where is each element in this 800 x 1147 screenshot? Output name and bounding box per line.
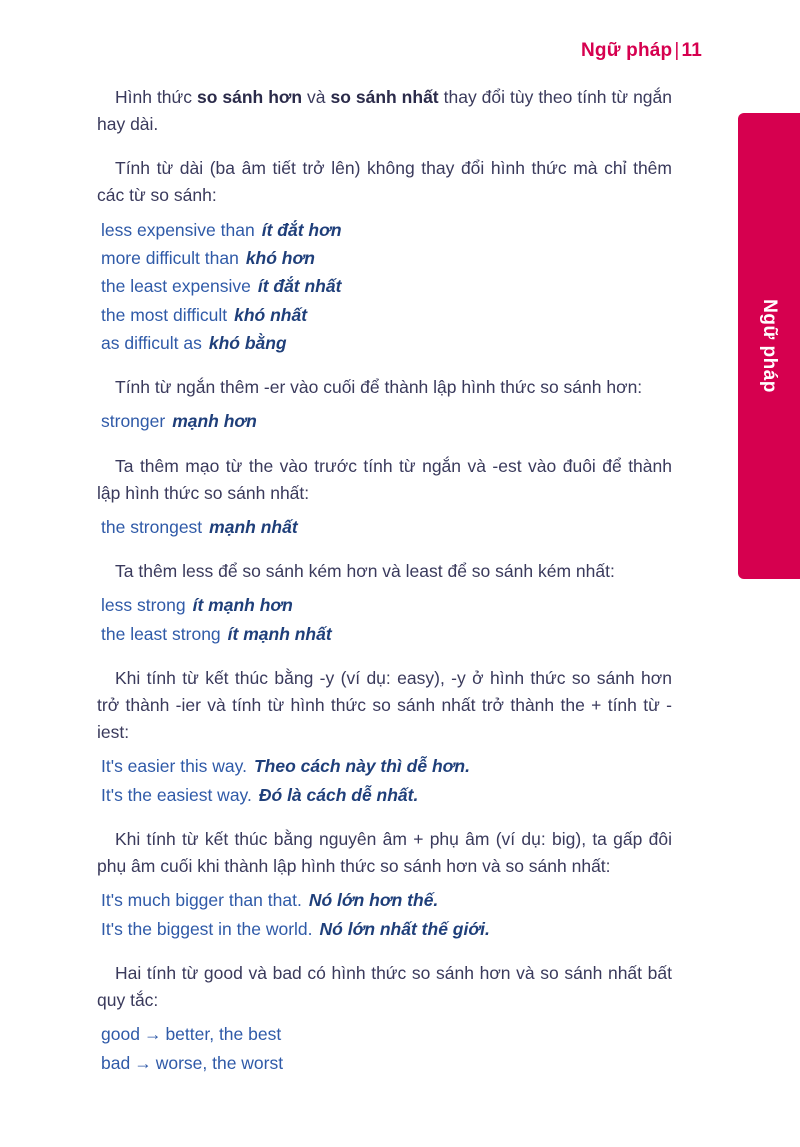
example-line [101, 407, 672, 435]
example-vietnamese: ít đắt nhất [257, 276, 342, 297]
header-separator: | [674, 40, 680, 61]
example-english: the least strong [101, 623, 221, 644]
page-header [581, 40, 702, 62]
example-english: more difficult than [101, 247, 239, 268]
example-vietnamese: Đó là cách dễ nhất. [258, 784, 419, 805]
example-english: It's easier this way. [101, 756, 247, 777]
example-english: It's much bigger than that. [101, 890, 302, 911]
header-chapter-title: Ngữ pháp [581, 40, 673, 61]
irregular-base: good [101, 1024, 140, 1045]
example-group-6 [101, 886, 672, 943]
example-line [101, 1049, 672, 1077]
example-vietnamese: ít đắt hơn [261, 219, 342, 240]
paragraph-1: Hình thức so sánh hơn và so sánh nhất thay đổi tùy theo tính từ ngắn hay dài. [97, 87, 673, 135]
example-english: less strong [101, 595, 186, 616]
irregular-forms: worse, the worst [155, 1052, 284, 1073]
irregular-forms: better, the best [165, 1024, 282, 1045]
example-line [101, 301, 672, 329]
term-so-sanh-hon: so sánh hơn [196, 87, 303, 107]
example-line [101, 915, 672, 943]
example-english: the least expensive [101, 276, 251, 297]
example-english: stronger [101, 411, 166, 432]
example-group-1 [101, 216, 672, 358]
example-english: It's the biggest in the world. [101, 918, 313, 939]
side-tab [738, 113, 800, 579]
arrow-icon: → [143, 1024, 162, 1045]
example-line [101, 781, 672, 809]
example-vietnamese: khó nhất [234, 304, 308, 325]
example-group-7 [101, 1020, 672, 1077]
example-line [101, 244, 672, 272]
example-vietnamese: Nó lớn hơn thế. [308, 890, 439, 911]
example-group-4 [101, 591, 672, 648]
side-tab-label: Ngữ pháp [759, 299, 780, 393]
example-vietnamese: ít mạnh nhất [227, 623, 332, 644]
example-vietnamese: khó bằng [208, 332, 287, 353]
paragraph-4: Ta thêm mạo từ the vào trước tính từ ngắn và -est vào đuôi để thành lập hình thức so sánh nhất: [97, 455, 672, 503]
example-line [101, 513, 672, 541]
content-column [97, 84, 672, 1077]
paragraph-3: Tính từ ngắn thêm -er vào cuối để thành lập hình thức so sánh hơn: [115, 377, 643, 398]
example-vietnamese: Nó lớn nhất thế giới. [319, 918, 490, 939]
arrow-icon: → [134, 1052, 152, 1073]
example-line [101, 329, 672, 357]
example-vietnamese: khó hơn [245, 247, 315, 268]
example-english: less expensive than [101, 219, 255, 240]
example-english: as difficult as [101, 332, 202, 353]
term-so-sanh-nhat: so sánh nhất [330, 87, 439, 107]
example-vietnamese: mạnh nhất [209, 516, 298, 537]
paragraph-2: Tính từ dài (ba âm tiết trở lên) không thay đổi hình thức mà chỉ thêm các từ so sánh: [97, 158, 672, 206]
example-line [101, 216, 672, 244]
example-group-5 [101, 752, 672, 809]
paragraph-6: Khi tính từ kết thúc bằng -y (ví dụ: easy), -y ở hình thức so sánh hơn trở thành -ier và tính từ hình thức so sánh nhất trở thành the + tính từ -iest: [97, 668, 672, 743]
example-line [101, 886, 672, 914]
irregular-base: bad [101, 1052, 131, 1073]
paragraph-7: Khi tính từ kết thúc bằng nguyên âm + phụ âm (ví dụ: big), ta gấp đôi phụ âm cuối khi thành lập hình thức so sánh hơn và so sánh nhất: [97, 829, 672, 877]
example-line [101, 272, 672, 300]
example-group-2 [101, 407, 672, 435]
paragraph-5: Ta thêm less để so sánh kém hơn và least để so sánh kém nhất: [115, 561, 615, 582]
example-vietnamese: ít mạnh hơn [192, 595, 293, 616]
example-english: the strongest [101, 516, 203, 537]
example-line [101, 620, 672, 648]
example-group-3 [101, 513, 672, 541]
example-english: It's the easiest way. [101, 784, 252, 805]
header-page-number: 11 [681, 40, 702, 61]
example-line [101, 752, 672, 780]
example-english: the most difficult [101, 304, 228, 325]
example-vietnamese: mạnh hơn [172, 411, 257, 432]
example-vietnamese: Theo cách này thì dễ hơn. [253, 756, 470, 777]
example-line [101, 591, 672, 619]
paragraph-8: Hai tính từ good và bad có hình thức so sánh hơn và so sánh nhất bất quy tắc: [97, 963, 672, 1011]
example-line [101, 1020, 672, 1048]
